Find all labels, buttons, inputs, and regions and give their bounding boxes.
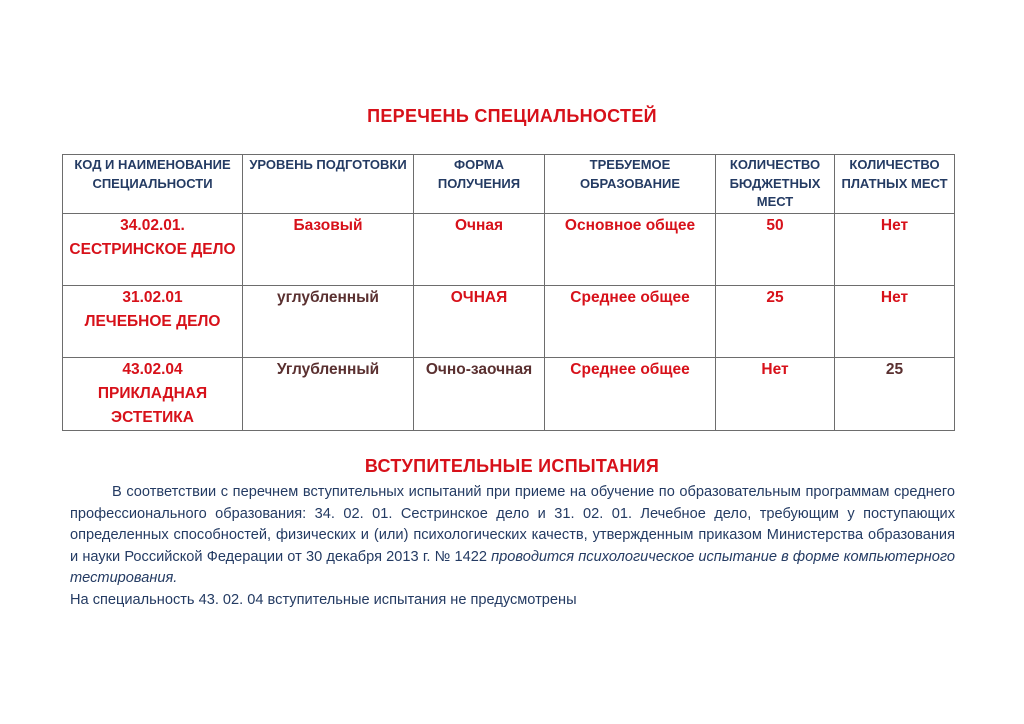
cell-code-name [63, 286, 243, 358]
cell-level: углубленный [243, 286, 414, 358]
table-header-row [63, 155, 955, 214]
specialty-name: ЛЕЧЕБНОЕ ДЕЛО [84, 313, 221, 330]
cell-code-name [63, 358, 243, 431]
cell-level: Базовый [243, 214, 414, 286]
cell-code-name [63, 214, 243, 286]
header-education: ТРЕБУЕМОЕ ОБРАЗОВАНИЕ [545, 155, 716, 214]
header-budget-places: КОЛИЧЕСТВО БЮДЖЕТНЫХ МЕСТ [716, 155, 835, 214]
specialty-name: СЕСТРИНСКОЕ ДЕЛО [69, 241, 236, 258]
specialties-table [62, 154, 955, 431]
italic-note: проводится психологическое испытание в форме компьютерного тестирования. [70, 548, 955, 586]
cell-education: Среднее общее [545, 358, 716, 431]
table-row [63, 358, 955, 431]
specialties-title: ПЕРЕЧЕНЬ СПЕЦИАЛЬНОСТЕЙ [367, 106, 657, 126]
header-code-name: КОД И НАИМЕНОВАНИЕ СПЕЦИАЛЬНОСТИ [63, 155, 243, 214]
cell-budget: 25 [716, 286, 835, 358]
cell-paid: Нет [835, 286, 955, 358]
cell-form: Очно-заочная [414, 358, 545, 431]
header-paid-places: КОЛИЧЕСТВО ПЛАТНЫХ МЕСТ [835, 155, 955, 214]
specialty-code: 31.02.01 [122, 289, 183, 306]
cell-form: ОЧНАЯ [414, 286, 545, 358]
cell-paid: Нет [835, 214, 955, 286]
cell-education: Основное общее [545, 214, 716, 286]
specialty-code: 34.02.01. [120, 217, 185, 234]
table-row [63, 214, 955, 286]
cell-budget: Нет [716, 358, 835, 431]
main-paragraph: В соответствии с перечнем вступительных испытаний при приеме на обучение по образовательным программам среднего профессионального образования: 34. 02. 01. Сестринское дело и 31. 02. 01. Лечебное дело, требующим у поступающих определенных способностей, физических и (или) психологических качеств, утвержденным приказом Министерства образования и науки Российской Федерации от 30 декабря 2013 г. № 1422 проводится психологическое испытание в форме компьютерного тестирования. [70, 484, 955, 586]
last-line: На специальность 43. 02. 04 вступительные испытания не предусмотрены [70, 591, 577, 608]
entrance-exams-title: ВСТУПИТЕЛЬНЫЕ ИСПЫТАНИЯ [364, 456, 660, 476]
table-row [63, 286, 955, 358]
cell-paid: 25 [835, 358, 955, 431]
specialty-code: 43.02.04 [122, 361, 183, 378]
header-level: УРОВЕНЬ ПОДГОТОВКИ [243, 155, 414, 214]
cell-form: Очная [414, 214, 545, 286]
specialty-name: ПРИКЛАДНАЯ ЭСТЕТИКА [97, 385, 208, 426]
cell-budget: 50 [716, 214, 835, 286]
header-form: ФОРМА ПОЛУЧЕНИЯ [414, 155, 545, 214]
entrance-exams-text [70, 482, 955, 611]
cell-education: Среднее общее [545, 286, 716, 358]
cell-level: Углубленный [243, 358, 414, 431]
